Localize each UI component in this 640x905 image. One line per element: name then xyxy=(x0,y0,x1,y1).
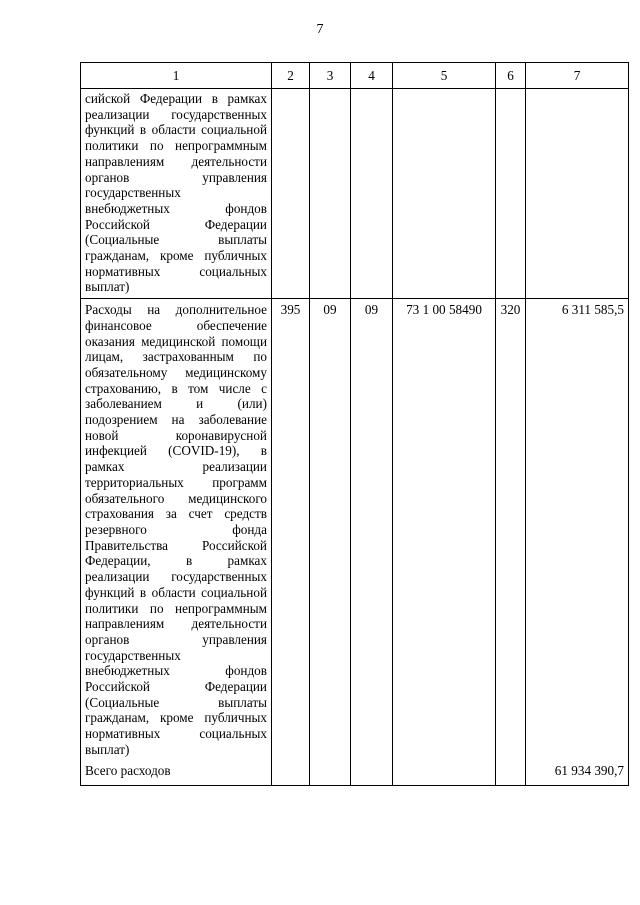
continuation-description: сийской Федерации в рамках реализации государственных функций в области социальной политики по непрограммным направлениям деятельности органов управления государственных внебюджетных фондов Российской Федерации (Социальные выплаты гражданам, кроме публичных нормативных социальных выплат) xyxy=(81,89,272,299)
section-code: 09 xyxy=(310,299,351,760)
empty-cell xyxy=(310,760,351,786)
table-row-total xyxy=(81,760,629,786)
total-amount: 61 934 390,7 xyxy=(526,760,629,786)
empty-cell xyxy=(496,760,526,786)
header-col-3: 3 xyxy=(310,63,351,89)
table-row-expense xyxy=(81,299,629,760)
empty-cell xyxy=(393,89,496,299)
empty-cell xyxy=(526,89,629,299)
expense-type-code: 320 xyxy=(496,299,526,760)
header-col-7: 7 xyxy=(526,63,629,89)
total-label: Всего расходов xyxy=(81,760,272,786)
empty-cell xyxy=(496,89,526,299)
expense-description: Расходы на дополнительное финансовое обеспечение оказания медицинской помощи лицам, застрахованным по обязательному медицинскому страхованию, в том числе с заболеванием и (или) подозрением на заболевание новой коронавирусной инфекцией (COVID-19), в рамках реализации территориальных программ обязательного медицинского страхования за счет средств резервного фонда Правительства Российской Федерации, в рамках реализации государственных функций в области социальной политики по непрограммным направлениям деятельности органов управления государственных внебюджетных фондов Российской Федерации (Социальные выплаты гражданам, кроме публичных нормативных социальных выплат) xyxy=(81,299,272,760)
empty-cell xyxy=(351,760,393,786)
header-col-2: 2 xyxy=(272,63,310,89)
expense-amount: 6 311 585,5 xyxy=(526,299,629,760)
empty-cell xyxy=(272,89,310,299)
header-col-4: 4 xyxy=(351,63,393,89)
header-col-6: 6 xyxy=(496,63,526,89)
page-number: 7 xyxy=(316,22,324,37)
empty-cell xyxy=(272,760,310,786)
empty-cell xyxy=(310,89,351,299)
table-row-continuation xyxy=(81,89,629,299)
budget-table xyxy=(80,62,629,786)
header-col-5: 5 xyxy=(393,63,496,89)
subsection-code: 09 xyxy=(351,299,393,760)
target-article-code: 73 1 00 58490 xyxy=(393,299,496,760)
ministry-code: 395 xyxy=(272,299,310,760)
empty-cell xyxy=(393,760,496,786)
empty-cell xyxy=(351,89,393,299)
header-col-1: 1 xyxy=(81,63,272,89)
header-row xyxy=(81,63,629,89)
